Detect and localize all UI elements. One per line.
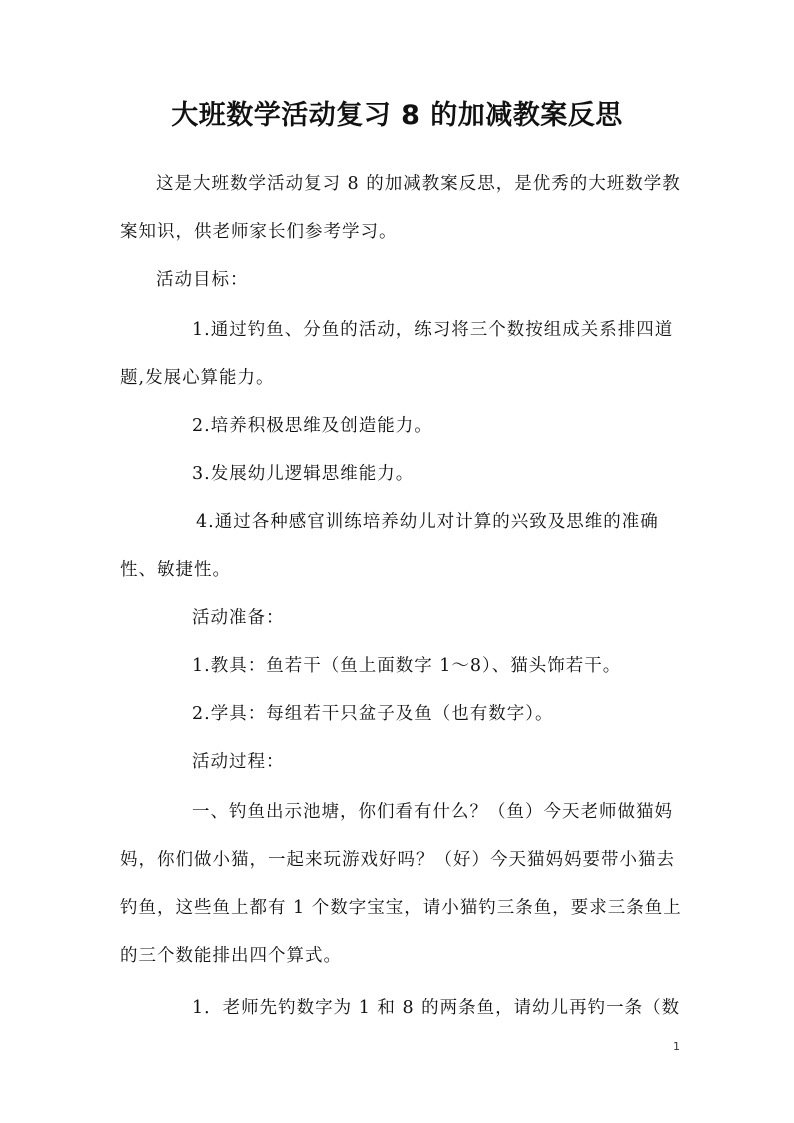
- prep-item-1: [120, 642, 680, 690]
- goals-heading: [120, 256, 680, 304]
- text-line: 1.通过钓鱼、分鱼的活动，练习将三个数按组成关系排四道: [192, 320, 674, 340]
- prep-item-2: [120, 690, 680, 738]
- intro-paragraph: [120, 160, 680, 256]
- process-heading: [120, 738, 680, 786]
- text-line: 钓鱼，这些鱼上都有 1 个数字宝宝，请小猫钓三条鱼，要求三条鱼上: [120, 898, 682, 918]
- prep-heading: [120, 594, 680, 642]
- text-line: 1．老师先钓数字为 1 和 8 的两条鱼，请幼儿再钓一条（数: [192, 998, 681, 1018]
- section-heading: 活动目标：: [156, 270, 249, 290]
- text-line: 妈，你们做小猫，一起来玩游戏好吗？（好）今天猫妈妈要带小猫去: [120, 850, 675, 870]
- goal-2-paragraph: [120, 402, 680, 450]
- text-line: 3.发展幼儿逻辑思维能力。: [192, 464, 415, 484]
- goal-4-paragraph: [120, 498, 680, 594]
- goal-1-paragraph: [120, 306, 680, 402]
- step-1-paragraph: [120, 984, 680, 1032]
- document-title: 大班数学活动复习 8 的加减教案反思: [171, 100, 623, 131]
- page-number: 1: [673, 1040, 680, 1053]
- text-line: 2.学具：每组若干只盆子及鱼（也有数字）。: [192, 704, 554, 724]
- text-line: 2.培养积极思维及创造能力。: [192, 416, 433, 436]
- section-heading: 活动过程：: [192, 752, 285, 772]
- process-paragraph-1: [120, 788, 680, 980]
- text-line: 题,发展心算能力。: [120, 368, 275, 388]
- text-line: 这是大班数学活动复习 8 的加减教案反思，是优秀的大班数学教: [156, 174, 681, 194]
- section-heading: 活动准备：: [192, 608, 285, 628]
- text-line: 的三个数能排出四个算式。: [120, 946, 342, 966]
- text-line: 一、钓鱼出示池塘，你们看有什么？（鱼）今天老师做猫妈: [192, 802, 673, 822]
- text-line: 案知识，供老师家长们参考学习。: [120, 222, 398, 242]
- text-line: 性、敏捷性。: [120, 560, 231, 580]
- goal-3-paragraph: [120, 450, 680, 498]
- text-line: 4.通过各种感官训练培养幼儿对计算的兴致及思维的准确: [196, 512, 659, 532]
- text-line: 1.教具：鱼若干（鱼上面数字 1～8）、猫头饰若干。: [192, 656, 622, 676]
